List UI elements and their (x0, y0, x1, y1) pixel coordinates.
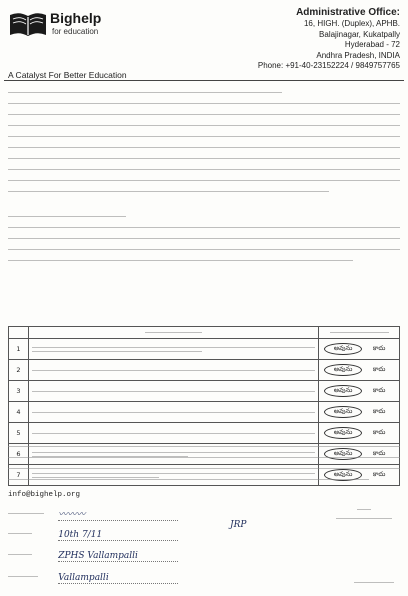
text-line (8, 468, 400, 469)
text-line (8, 103, 400, 104)
answer-yes[interactable]: అవును (324, 469, 362, 481)
question-text (28, 381, 318, 402)
answer-no[interactable]: కాదు (372, 449, 386, 457)
row-num: 3 (9, 381, 29, 402)
text-line (8, 147, 400, 148)
row-num: 7 (9, 465, 29, 486)
paragraph-student (8, 216, 400, 271)
bighelp-logo (8, 8, 128, 48)
school-value[interactable]: ZPHS Vallampalli (58, 551, 178, 562)
col-num-header (9, 327, 29, 339)
answer-yes[interactable]: అవును (324, 406, 362, 418)
student-name-value[interactable]: 〰〰〰 (58, 507, 178, 521)
text-line (8, 260, 353, 261)
text-line (8, 446, 400, 447)
paragraph-intro (8, 92, 400, 202)
table-row (9, 360, 400, 381)
header-divider (4, 80, 404, 81)
address-line: Hyderabad - 72 (344, 40, 400, 49)
text-line (8, 158, 400, 159)
text-line (8, 216, 126, 217)
row-num: 5 (9, 423, 29, 444)
text-line (8, 457, 400, 458)
signature: JRP (230, 520, 247, 530)
village-value[interactable]: Vallampalli (58, 573, 178, 584)
text-line (8, 191, 329, 192)
col-answer-header (319, 327, 400, 339)
answer-no[interactable]: కాదు (372, 344, 386, 352)
paragraph-closing (8, 446, 400, 490)
date-field (8, 530, 178, 541)
text-line (8, 227, 400, 228)
question-text (28, 360, 318, 381)
village-field (8, 573, 178, 584)
answer-no[interactable]: కాదు (372, 428, 386, 436)
answer-cell (319, 360, 400, 381)
answer-cell (319, 423, 400, 444)
answer-yes[interactable]: అవును (324, 343, 362, 355)
row-num: 6 (9, 444, 29, 465)
text-line (8, 136, 400, 137)
row-num: 2 (9, 360, 29, 381)
page-footer-note (354, 579, 394, 588)
brand-name: Bighelp (50, 10, 102, 26)
text-line (8, 180, 400, 181)
phone-line: Phone: +91-40-23152224 / 9849757765 (257, 61, 400, 70)
sender-block (336, 507, 392, 527)
question-text (28, 339, 318, 360)
table-row (9, 339, 400, 360)
date-value[interactable]: 10th 7/11 (58, 530, 178, 541)
row-num: 1 (9, 339, 29, 360)
address-line: Balajinagar, Kukatpally (319, 29, 400, 39)
row-num: 4 (9, 402, 29, 423)
contact-email[interactable]: info@bighelp.org (8, 491, 81, 499)
text-line (8, 125, 400, 126)
answer-yes[interactable]: అవును (324, 385, 362, 397)
office-address (200, 6, 400, 72)
text-line (8, 249, 400, 250)
answer-cell (319, 402, 400, 423)
address-line: 16, HIGH. (Duplex), APHB. (303, 19, 400, 28)
tagline: A Catalyst For Better Education (8, 70, 127, 80)
address-title: Administrative Office: (296, 7, 400, 18)
brand-sub: for education (52, 27, 99, 36)
answer-yes[interactable]: అవును (324, 364, 362, 376)
col-question-header (28, 327, 318, 339)
answer-yes[interactable]: అవును (324, 427, 362, 439)
answer-cell (319, 339, 400, 360)
student-name-field (8, 507, 178, 521)
answer-no[interactable]: కాదు (372, 470, 386, 478)
text-line (8, 479, 369, 480)
answer-no[interactable]: కాదు (372, 407, 386, 415)
answer-cell (319, 381, 400, 402)
answer-yes[interactable]: అవును (324, 448, 362, 460)
answer-no[interactable]: కాదు (372, 365, 386, 373)
answer-no[interactable]: కాదు (372, 386, 386, 394)
question-text (28, 423, 318, 444)
school-field (8, 551, 178, 562)
question-text (28, 402, 318, 423)
text-line (8, 114, 400, 115)
table-row (9, 381, 400, 402)
table-row (9, 423, 400, 444)
text-line (8, 92, 282, 93)
book-icon (8, 11, 48, 37)
table-row (9, 402, 400, 423)
address-line: Andhra Pradesh, INDIA (316, 50, 400, 60)
text-line (8, 169, 400, 170)
text-line (8, 238, 400, 239)
table-header-row (9, 327, 400, 339)
